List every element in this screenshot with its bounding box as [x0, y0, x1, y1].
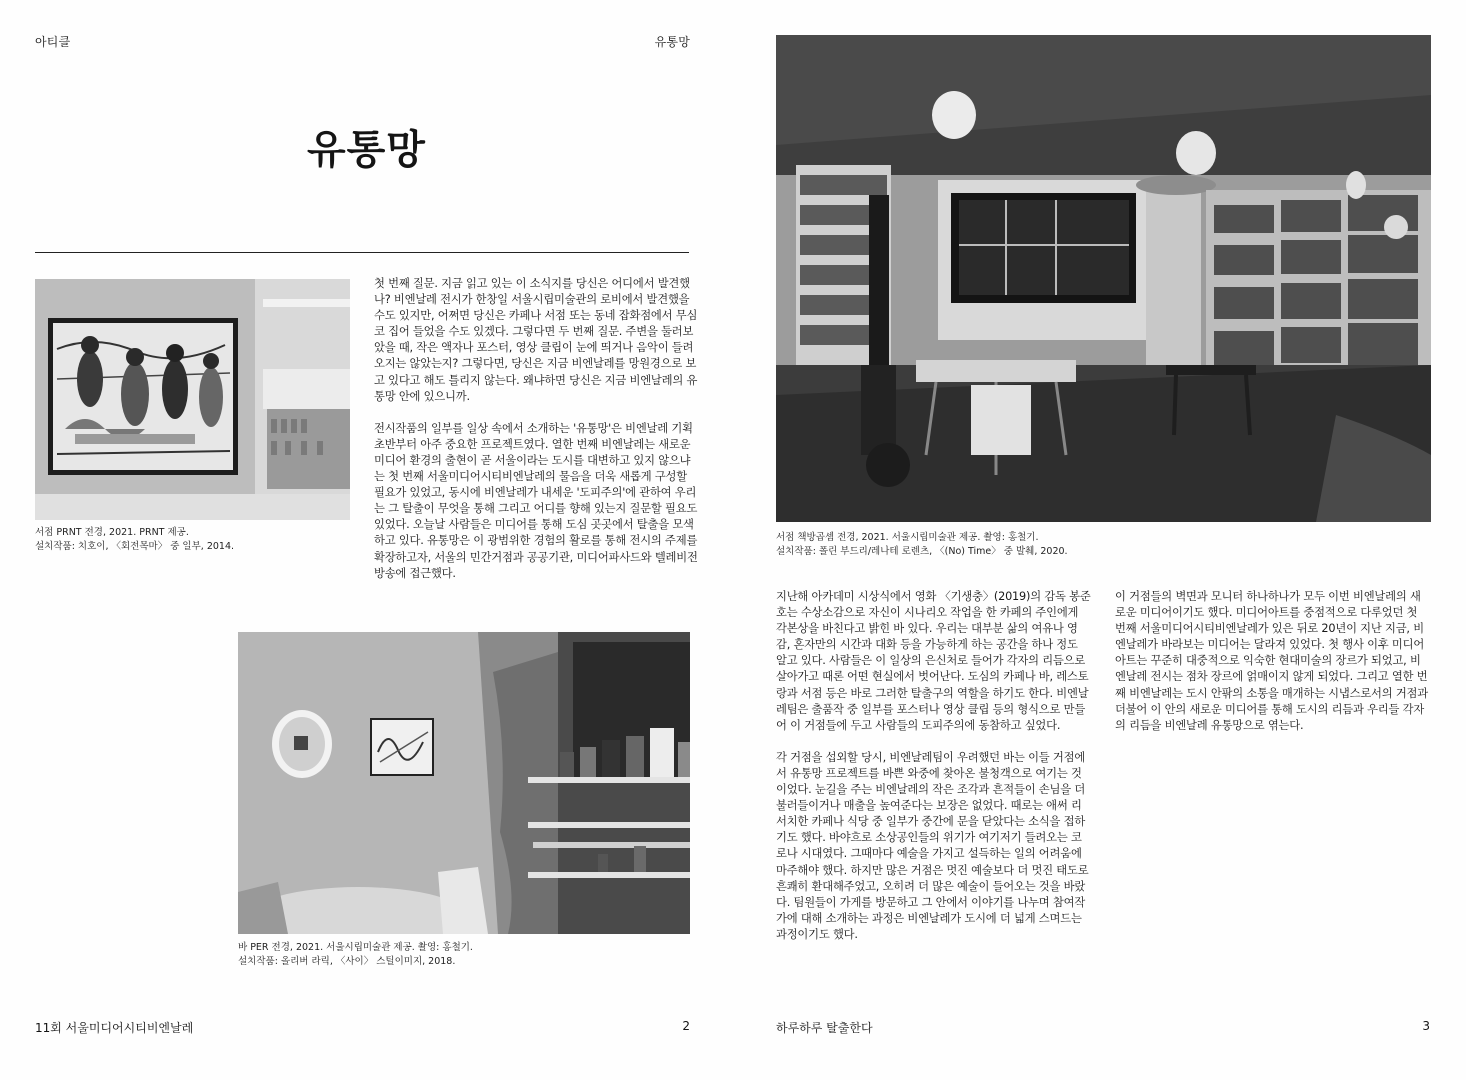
- caption-line: 서점 PRNT 전경, 2021. PRNT 제공.: [35, 527, 189, 538]
- photo-bookstore-caption: [776, 531, 1068, 558]
- paragraph: 이 거점들의 벽면과 모니터 하나하나가 모두 이번 비엔날레의 새로운 미디어이기도 했다. 미디어아트를 중점적으로 다루었던 첫 번째 서울미디어시티비엔날레가 있은 뒤로 20년이 지난 지금, 비엔날레가 바라보는 미디어는 달라져 있었다. 첫 행사 이후 미디어아트는 꾸준히 대중적으로 익숙한 현대미술의 장르가 되었고, 비엔날레 전시는 점차 장르에 얽매이지 않게 되었다. 그리고 열한 번째 비엔날레는 도시 안팎의 소통을 매개하는 시냅스로서의 거점과 더불어 이 안의 새로운 미디어를 통해 도시의 리듬과 우리들 각자의 리듬을 비엔날레 유통망으로 엮는다.: [1115, 590, 1428, 732]
- article-title: 유통망: [307, 127, 426, 173]
- caption-line: 바 PER 전경, 2021. 서울시립미술관 제공. 촬영: 홍철기.: [238, 942, 473, 953]
- page-number: 3: [1422, 1019, 1430, 1033]
- title-divider: [35, 252, 689, 253]
- article-body-col1: [776, 589, 1091, 959]
- caption-line: 서점 책방곱셈 전경, 2021. 서울시립미술관 제공. 촬영: 홍철기.: [776, 532, 1039, 543]
- paragraph: 지난해 아카데미 시상식에서 영화 〈기생충〉(2019)의 감독 봉준호는 수상소감으로 자신이 시나리오 작업을 한 카페의 주인에게 각본상을 바친다고 밝힌 바 있다. 우리는 대부분 삶의 여유나 영감, 혼자만의 시간과 대화 등을 가능하게 하는 공간을 하나 정도 알고 있다. 사람들은 이 일상의 은신처로 들어가 각자의 리듬으로 살아가고 때론 어떤 현실에서 벗어난다. 도심의 카페나 바, 레스토랑과 서점 등은 바로 그러한 탈출구의 역할을 하기도 한다. 비엔날레팀은 출품작 중 일부를 포스터나 영상 클립 등의 형식으로 만들어 이 거점들에 두고 사람들의 도피주의에 동참하고 싶었다.: [776, 590, 1091, 732]
- caption-line: 설치작품: 폴린 부드리/레나테 로렌츠, 〈(No) Time〉 중 발췌, 2020.: [776, 545, 1068, 557]
- running-header-section: 아티클: [35, 35, 71, 49]
- caption-line: 설치작품: 올리버 라릭, 〈사이〉 스틸이미지, 2018.: [238, 955, 456, 967]
- article-body-col2: [1115, 589, 1431, 750]
- photo-bookstore: [776, 35, 1431, 522]
- right-page: [733, 0, 1466, 1080]
- photo-per-caption: [238, 941, 473, 968]
- page-number: 2: [682, 1019, 690, 1033]
- photo-bar-per: [238, 632, 690, 934]
- footer-section-title: 하루하루 탈출한다: [776, 1021, 873, 1035]
- running-header-title: 유통망: [654, 35, 690, 49]
- paragraph: 전시작품의 일부를 일상 속에서 소개하는 '유통망'은 비엔날레 기획 초반부터 아주 중요한 프로젝트였다. 열한 번째 비엔날레는 새로운 미디어 환경의 출현이 곧 서울이라는 도시를 대변하고 있지 않으냐는 첫 번째 서울미디어시티비엔날레의 물음을 더욱 새롭게 구성할 필요가 있었고, 동시에 비엔날레가 내세운 '도피주의'에 관하여 우리는 그 탈출이 무엇을 통해 그리고 어디를 향해 있는지 질문할 필요도 있었다. 오늘날 사람들은 미디어를 통해 도심 곳곳에서 탈출을 모색하고 있다. 유통망은 이 광범위한 경험의 활로를 통해 전시의 주제를 확장하고자, 서울의 민간거점과 공공기관, 미디어파사드와 텔레비전 방송에 접근했다.: [374, 421, 698, 580]
- paragraph: 첫 번째 질문. 지금 읽고 있는 이 소식지를 당신은 어디에서 발견했나? 비엔날레 전시가 한창일 서울시립미술관의 로비에서 발견했을 수도 있지만, 어쩌면 당신은 카페나 서점 또는 동네 잡화점에서 무심코 집어 들었을 수도 있겠다. 그렇다면 두 번째 질문. 주변을 둘러보았을 때, 작은 액자나 포스터, 영상 클립이 눈에 띄거나 음악이 들려오지는 않았는지? 그렇다면, 당신은 지금 비엔날레를 망원경으로 보고 있다고 해도 틀리지 않는다. 왜냐하면 당신은 지금 비엔날레의 유통망 안에 있으니까.: [374, 277, 698, 403]
- article-body-left: [374, 276, 698, 598]
- paragraph: 각 거점을 섭외할 당시, 비엔날레팀이 우려했던 바는 이들 거점에서 유통망 프로젝트를 바쁜 와중에 찾아온 불청객으로 여기는 것이었다. 눈길을 주는 비엔날레의 작은 조각과 흔적들이 손님을 더 불러들이거나 매출을 높여준다는 보장은 없었다. 때로는 애써 리서치한 카페나 식당 중 일부가 중간에 문을 닫았다는 소식을 접하기도 했다. 바야흐로 소상공인들의 위기가 여기저기 들려오는 코로나 시대였다. 그때마다 예술을 가지고 설득하는 일의 어려움에 마주해야 했다. 하지만 많은 거점은 멋진 예술보다 더 멋진 태도로 흔쾌히 환대해주었고, 오히려 더 많은 예술이 들어오는 것을 바랐다. 팀원들이 가게를 방문하고 그 안에서 이야기를 나누며 참여작가에 대해 소개하는 과정은 비엔날레가 도시에 더 넓게 스며드는 과정이기도 했다.: [776, 750, 1089, 941]
- photo-prnt-store: [35, 279, 350, 520]
- caption-line: 설치작품: 치호이, 〈회전목마〉 중 일부, 2014.: [35, 540, 235, 552]
- photo-prnt-caption: [35, 526, 234, 553]
- footer-publication: 11회 서울미디어시티비엔날레: [35, 1021, 194, 1035]
